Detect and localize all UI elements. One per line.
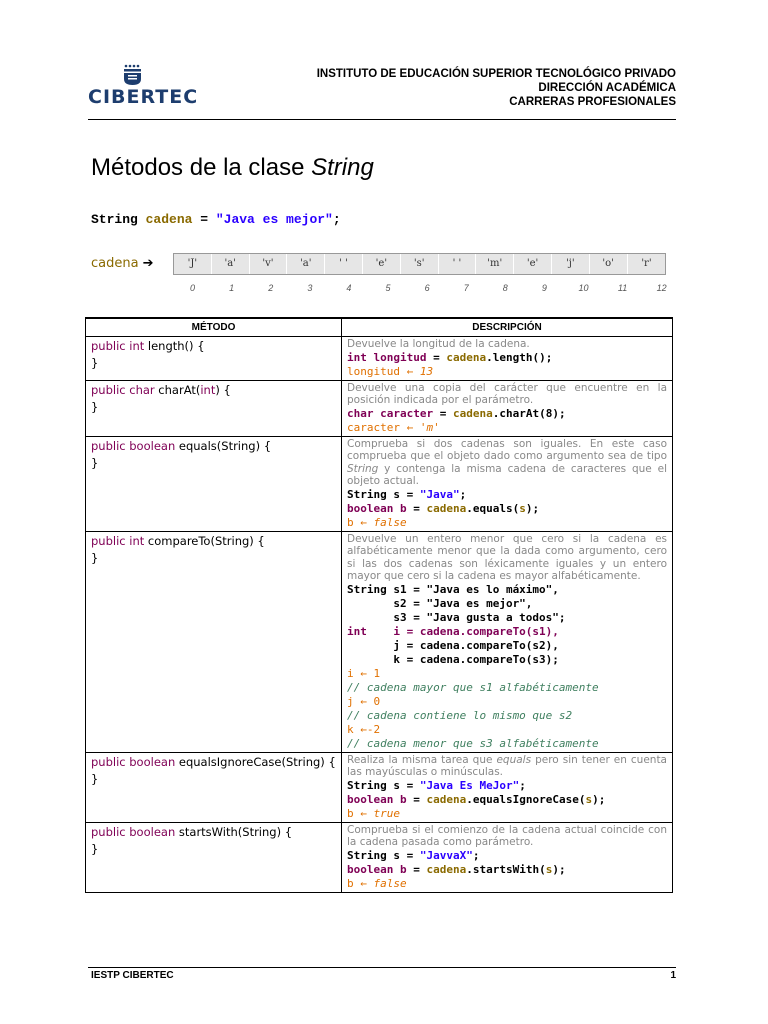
- char-index: 6: [424, 283, 430, 293]
- char-cell: 'a': [212, 254, 250, 274]
- char-cell: 'a': [287, 254, 325, 274]
- table-row: [86, 531, 673, 752]
- table-row: [86, 436, 673, 531]
- char-index: 8: [502, 283, 508, 293]
- char-cell: 'e': [363, 254, 401, 274]
- method-description: Comprueba si el comienzo de la cadena actual coincide con la cadena pasada como parámetro. String s = "JavvaX"; boolean b = cadena.startsWith(s); b ← false: [342, 822, 673, 892]
- page-title: Métodos de la clase String: [91, 154, 374, 181]
- char-index: 4: [346, 283, 352, 293]
- char-index: 3: [307, 283, 313, 293]
- char-cell: 'm': [476, 254, 514, 274]
- method-signature: public boolean startsWith(String) { }: [86, 822, 342, 892]
- description-column-header: DESCRIPCIÓN: [342, 318, 673, 337]
- method-description: Realiza la misma tarea que equals pero sin tener en cuenta las mayúsculas o minúsculas. String s = "Java Es MeJor"; boolean b = cadena.equalsIgnoreCase(s); b ← true: [342, 752, 673, 822]
- right-arrow-icon: ➔: [142, 256, 154, 271]
- method-column-header: MÉTODO: [86, 318, 342, 337]
- char-index: 5: [385, 283, 391, 293]
- method-signature: public boolean equals(String) { }: [86, 436, 342, 531]
- method-description: Devuelve la longitud de la cadena. int longitud = cadena.length(); longitud ← 13: [342, 337, 673, 381]
- table-row: [86, 380, 673, 436]
- char-cell: 's': [401, 254, 439, 274]
- careers-name: CARRERAS PROFESIONALES: [509, 96, 676, 108]
- char-cell: 'j': [552, 254, 590, 274]
- char-index: 10: [578, 283, 589, 293]
- cibertec-logo: [88, 64, 199, 112]
- method-signature: public char charAt(int) { }: [86, 380, 342, 436]
- logo-text: CIBERTEC: [88, 86, 199, 108]
- method-description: Devuelve una copia del carácter que encuentre en la posición indicada por el parámetro. char caracter = cadena.charAt(8); caracter ← 'm': [342, 380, 673, 436]
- char-index: 0: [190, 283, 196, 293]
- char-cell: 'v': [250, 254, 288, 274]
- char-cell: 'r': [641, 258, 652, 269]
- table-header-row: [86, 318, 673, 337]
- char-index: 9: [541, 283, 547, 293]
- char-cell: 'e': [514, 254, 552, 274]
- char-cell: ' ': [439, 254, 477, 274]
- methods-table: [85, 317, 673, 893]
- method-signature: public int length() { }: [86, 337, 342, 381]
- institution-name: INSTITUTO DE EDUCACIÓN SUPERIOR TECNOLÓGICO PRIVADO: [316, 68, 676, 80]
- char-cell: ' ': [325, 254, 363, 274]
- char-index: 2: [268, 283, 274, 293]
- char-index: 7: [463, 283, 469, 293]
- char-index: 11: [617, 283, 628, 293]
- array-label: cadena ➔: [91, 256, 154, 271]
- page-number: 1: [670, 970, 676, 981]
- index-row: [173, 283, 681, 293]
- method-signature: public boolean equalsIgnoreCase(String) { }: [86, 752, 342, 822]
- table-row: [86, 752, 673, 822]
- logo-emblem-icon: [121, 64, 145, 86]
- char-cell: 'o': [590, 254, 628, 274]
- header-divider: [88, 119, 676, 120]
- method-description: Devuelve un entero menor que cero si la cadena es alfabéticamente menor que la dada como argumento, cero si las dos cadenas son léxicamente iguales y un entero mayor que cero si la cadena es mayor alfabéticamente. String s1 = "Java es lo máximo", s2 = "Java es mejor", s3 = "Java gusta a todos"; int i = cadena.compareTo(s1), j = cadena.compareTo(s2), k = cadena.compareTo(s3); i ← 1 // cadena mayor que s1 alfabéticamente j ← 0 // cadena contiene lo mismo que s2 k ←-2 // cadena menor que s3 alfabéticamente: [342, 531, 673, 752]
- footer-institution: IESTP CIBERTEC: [91, 970, 174, 981]
- direction-name: DIRECCIÓN ACADÉMICA: [538, 82, 676, 94]
- char-cell: 'J': [174, 254, 212, 274]
- char-index: 1: [229, 283, 235, 293]
- table-row: [86, 337, 673, 381]
- char-array: [173, 253, 666, 275]
- method-signature: public int compareTo(String) { }: [86, 531, 342, 752]
- institution-header: [317, 67, 676, 109]
- string-declaration: String cadena = "Java es mejor";: [91, 212, 341, 227]
- footer-divider: [88, 967, 676, 968]
- method-description: Comprueba si dos cadenas son iguales. En este caso comprueba que el objeto dado como argumento sea de tipo String y contenga la misma cadena de caracteres que el objeto actual. String s = "Java"; boolean b = cadena.equals(s); b ← false: [342, 436, 673, 531]
- char-index: 12: [656, 283, 667, 293]
- table-row: [86, 822, 673, 892]
